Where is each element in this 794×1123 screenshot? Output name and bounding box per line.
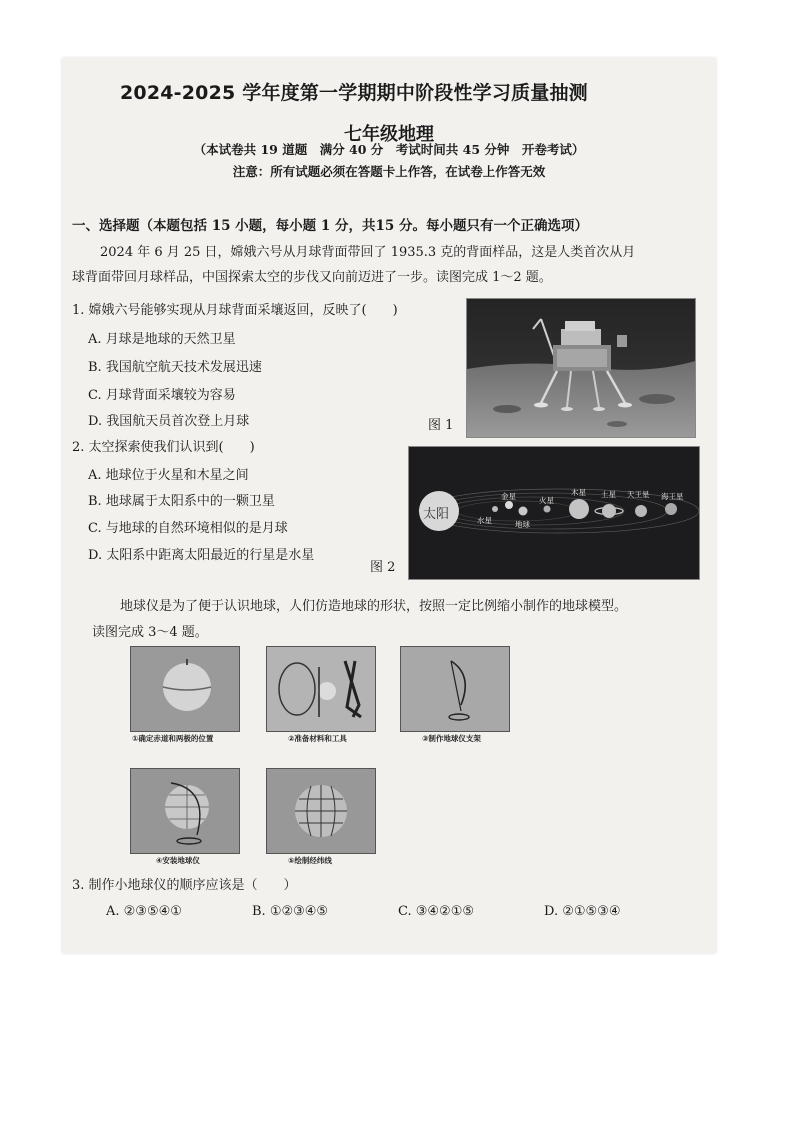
- intro-paragraph-line1: 2024 年 6 月 25 日，嫦娥六号从月球背面带回了 1935.3 克的背面样品，这是人类首次从月: [100, 245, 636, 260]
- q2-option-b: B. 地球属于太阳系中的一颗卫星: [88, 494, 275, 509]
- q1-option-d: D. 我国航天员首次登上月球: [88, 414, 250, 429]
- q1-option-a: A. 月球是地球的天然卫星: [88, 332, 236, 347]
- mars-icon: [544, 506, 551, 513]
- q3-option-d: D. ②①⑤③④: [544, 904, 621, 919]
- figure-1-lander-photo: [466, 298, 696, 438]
- figure-1-label: 图 1: [428, 418, 454, 433]
- label-mars: 火星: [539, 496, 554, 505]
- label-saturn: 土星: [601, 490, 616, 499]
- question-1-stem: 1. 嫦娥六号能够实现从月球背面采壤返回，反映了( ): [72, 303, 398, 318]
- step-2-photo: [266, 646, 376, 732]
- exam-notice: 注意：所有试题必须在答题卡上作答，在试卷上作答无效: [232, 164, 546, 179]
- step-5-caption: ⑤绘制经纬线: [288, 856, 332, 865]
- label-venus: 金星: [501, 492, 516, 501]
- mercury-icon: [492, 506, 498, 512]
- label-mercury: 水星: [477, 516, 492, 525]
- earth-icon: [519, 507, 528, 516]
- venus-icon: [505, 501, 513, 509]
- step-4-photo: [130, 768, 240, 854]
- q3-option-a: A. ②③⑤④①: [106, 904, 182, 919]
- section-heading: 一、选择题（本题包括 15 小题，每小题 1 分，共15 分。每小题只有一个正确选项）: [72, 218, 588, 234]
- question-2-stem: 2. 太空探索使我们认识到( ): [72, 440, 255, 455]
- neptune-icon: [665, 503, 677, 515]
- step-3-photo: [400, 646, 510, 732]
- exam-paper: [62, 58, 716, 953]
- label-neptune: 海王星: [661, 492, 684, 501]
- q1-option-c: C. 月球背面采壤较为容易: [88, 388, 236, 403]
- intro-paragraph-line2: 球背面带回月球样品，中国探索太空的步伐又向前迈进了一步。读图完成 1～2 题。: [72, 270, 552, 285]
- exam-subtitle: 七年级地理: [344, 124, 434, 145]
- label-sun: 太阳: [423, 507, 450, 522]
- step-5-photo: [266, 768, 376, 854]
- q2-option-c: C. 与地球的自然环境相似的是月球: [88, 521, 288, 536]
- label-jupiter: 木星: [571, 488, 586, 497]
- step-1-caption: ①确定赤道和两极的位置: [132, 734, 214, 743]
- step-1-photo: [130, 646, 240, 732]
- jupiter-icon: [569, 499, 589, 519]
- intro2-line2: 读图完成 3～4 题。: [92, 625, 208, 640]
- step-2-caption: ②准备材料和工具: [288, 734, 347, 743]
- uranus-icon: [635, 505, 647, 517]
- label-uranus: 天王星: [627, 490, 650, 499]
- q2-option-a: A. 地球位于火星和木星之间: [88, 468, 249, 483]
- saturn-icon: [602, 504, 616, 518]
- exam-info: （本试卷共 19 道题 满分 40 分 考试时间共 45 分钟 开卷考试）: [193, 142, 585, 157]
- figure-2-label: 图 2: [370, 560, 396, 575]
- intro2-line1: 地球仪是为了便于认识地球，人们仿造地球的形状，按照一定比例缩小制作的地球模型。: [120, 599, 628, 614]
- exam-title: 2024-2025 学年度第一学期期中阶段性学习质量抽测: [120, 82, 588, 104]
- step-4-caption: ④安装地球仪: [156, 856, 200, 865]
- q2-option-d: D. 太阳系中距离太阳最近的行星是水星: [88, 548, 315, 563]
- figure-2-solar-system: [408, 446, 700, 580]
- step-3-caption: ③制作地球仪支架: [422, 734, 481, 743]
- question-3-stem: 3. 制作小地球仪的顺序应该是（ ）: [72, 878, 297, 893]
- q3-option-c: C. ③④②①⑤: [398, 904, 475, 919]
- label-earth: 地球: [515, 520, 530, 529]
- q1-option-b: B. 我国航空航天技术发展迅速: [88, 360, 262, 375]
- q3-option-b: B. ①②③④⑤: [252, 904, 329, 919]
